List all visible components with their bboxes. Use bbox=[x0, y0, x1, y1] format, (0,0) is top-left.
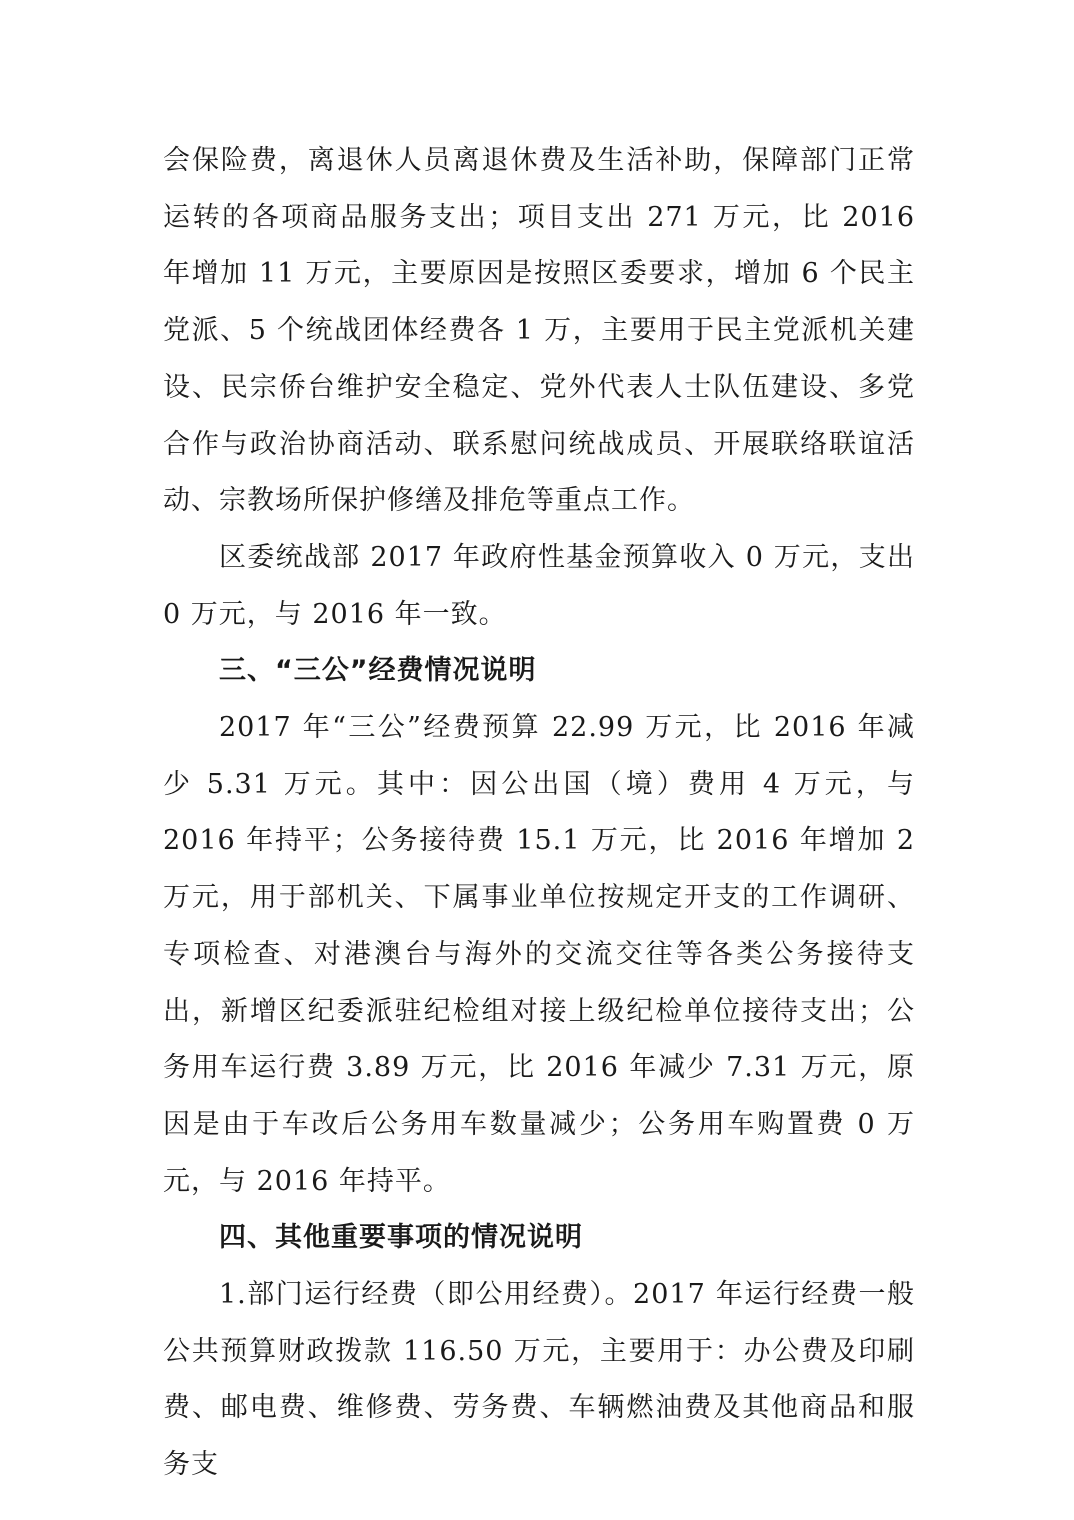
paragraph-three-public-expenses: 2017 年“三公”经费预算 22.99 万元，比 2016 年减少 5.31 万元。其中：因公出国（境）费用 4 万元，与 2016 年持平；公务接待费 15.1 万元，比 2016 年增加 2 万元，用于部机关、下属事业单位按规定开支的工作调研、专项检查、对港澳台与海外的交流交往等各类公务接待支出，新增区纪委派驻纪检组对接上级纪检单位接待支出；公务用车运行费 3.89 万元，比 2016 年减少 7.31 万元，原因是由于车改后公务用车数量减少；公务用车购置费 0 万元，与 2016 年持平。 bbox=[163, 712, 915, 1197]
paragraph-continuation: 会保险费，离退休人员离退休费及生活补助，保障部门正常运转的各项商品服务支出；项目支出 271 万元，比 2016 年增加 11 万元，主要原因是按照区委要求，增加 6 个民主党派、5 个统战团体经费各 1 万，主要用于民主党派机关建设、民宗侨台维护安全稳定、党外代表人士队伍建设、多党合作与政治协商活动、联系慰问统战成员、开展联络联谊活动、宗教场所保护修缮及排危等重点工作。 bbox=[163, 145, 915, 517]
section-heading-other-matters: 四、其他重要事项的情况说明 bbox=[219, 1222, 583, 1254]
document-body bbox=[163, 133, 915, 1494]
section-heading-three-public: 三、“三公”经费情况说明 bbox=[219, 655, 537, 687]
paragraph-fund-budget: 区委统战部 2017 年政府性基金预算收入 0 万元，支出 0 万元，与 2016 年一致。 bbox=[163, 541, 915, 630]
paragraph-operating-expenses: 1.部门运行经费（即公用经费）。2017 年运行经费一般公共预算财政拨款 116.50 万元，主要用于：办公费及印刷费、邮电费、维修费、劳务费、车辆燃油费及其他商品和服务支 bbox=[163, 1279, 915, 1481]
